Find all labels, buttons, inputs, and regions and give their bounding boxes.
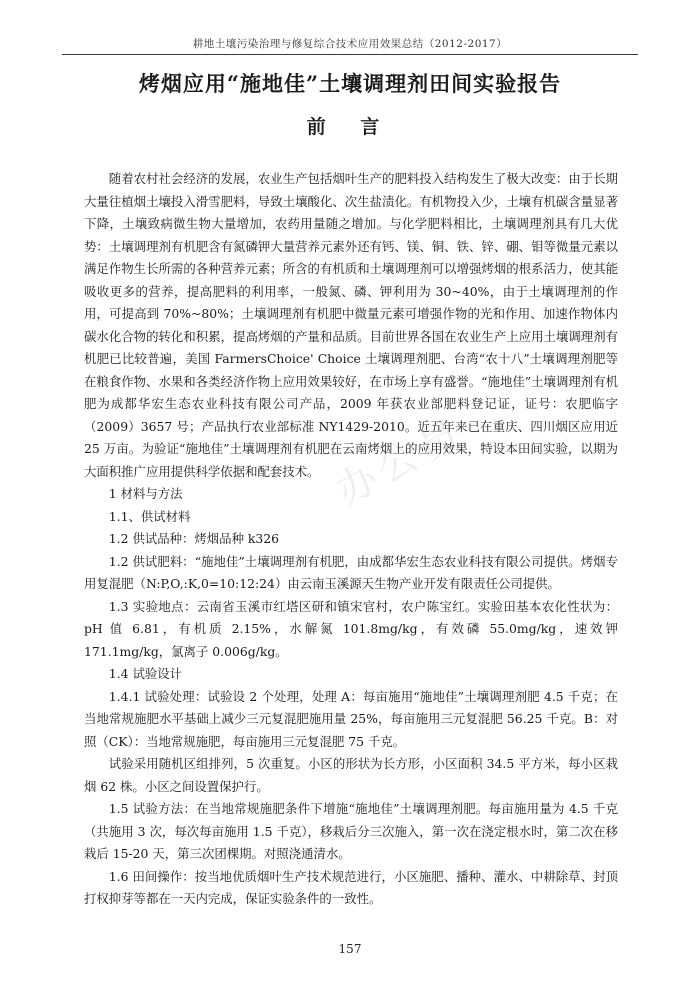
paragraph: 1.4.1 试验处理：试验设 2 个处理，处理 A：每亩施用“施地佳”土壤调理剂肥 4.5 千克；在当地常规施肥水平基础上减少三元复混肥施用量 25%，每亩施用三元复混肥 56.25 千克。B：对照（CK）：当地常规施肥，每亩施用三元复混肥 75 千克。 [84,688,618,749]
paragraph: 1.4 试验设计 [108,666,183,681]
paragraph: 1.2 供试肥料：“施地佳”土壤调理剂有机肥，由成都华宏生态农业科技有限公司提供。烤烟专用复混肥（N:P,O,:K,0=10:12:24）由云南玉溪源天生物产业开发有限责任公司提供。 [84,553,618,591]
paragraph: 1.3 实验地点：云南省玉溪市红塔区研和镇宋官村，农户陈宝红。实验田基本农化性状为：pH 值 6.81，有机质 2.15%，水解氮 101.8mg/kg，有效磷 55.0mg/kg，速效钾 171.1mg/kg，氯离子 0.006g/kg。 [84,598,618,659]
document-body [84,168,618,911]
paragraph: 随着农村社会经济的发展，农业生产包括烟叶生产的肥料投入结构发生了极大改变：由于长期大量往植烟土壤投入滑雪肥料，导致土壤酸化、次生盐渍化。有机物投入少，土壤有机碳含量显著下降，土壤致病微生物大量增加，农药用量随之增加。与化学肥料相比，土壤调理剂具有几大优势：土壤调理剂有机肥含有氮磷钾大量营养元素外还有钙、镁、铜、铁、锌、硼、钼等微量元素以满足作物生长所需的各种营养元素；所含的有机质和土壤调理剂可以增强烤烟的根系活力，使其能吸收更多的营养，提高肥料的利用率，一般氮、磷、钾利用为 30~40%，由于土壤调理剂的作用，可提高到 70%~80%；土壤调理剂有机肥中微量元素可增强作物的光和作用、加速作物体内碳水化合物的转化和积累，提高烤烟的产量和品质。目前世界各国在农业生产上应用土壤调理剂有机肥已比较普遍，美国 FarmersChoice' Choice 土壤调理剂肥、台湾“农十八”土壤调理剂肥等在粮食作物、水果和各类经济作物上应用效果较好，在市场上享有盛誉。“施地佳”土壤调理剂有机肥为成都华宏生态农业科技有限公司产品，2009 年获农业部肥料登记证，证号：农肥临字（2009）3657 号；产品执行农业部标准 NY1429-2010。近五年来已在重庆、四川烟区应用近 25 万亩。为验证“施地佳”土壤调理剂有机肥在云南烤烟上的应用效果，特设本田间实验，以期为大面积推广应用提供科学依据和配套技术。 [84,171,618,479]
page-number: 157 [338,942,362,956]
paragraph: 1.1、供试材料 [108,508,191,524]
paragraph: 1.2 供试品种：烤烟品种 k326 [108,531,280,546]
header-divider [62,54,638,55]
page-title: 烤烟应用“施地佳”土壤调理剂田间实验报告 [138,71,562,96]
watermark-text: 办公员 [328,408,473,515]
running-header: 耕地土壤污染治理与修复综合技术应用效果总结（2012-2017） [192,38,508,50]
paragraph: 试验采用随机区组排列，5 次重复。小区的形状为长方形，小区面积 34.5 平方米，每小区栽烟 62 株。小区之间设置保护行。 [84,756,618,794]
section-subtitle: 前 言 [306,116,394,138]
paragraph: 1.6 田间操作：按当地优质烟叶生产技术规范进行，小区施肥、播种、灌水、中耕除草、封顶打权抑芽等都在一天内完成，保证实验条件的一致性。 [84,868,618,906]
paragraph: 1.5 试验方法：在当地常规施肥条件下增施“施地佳”土壤调理剂肥。每亩施用量为 4.5 千克（共施用 3 次，每次每亩施用 1.5 千克），移栽后分三次施入，第一次在浇定根水时，第二次在移栽后 15-20 天，第三次团棵期。对照浇通清水。 [84,801,618,861]
paragraph: 1 材料与方法 [108,486,183,501]
